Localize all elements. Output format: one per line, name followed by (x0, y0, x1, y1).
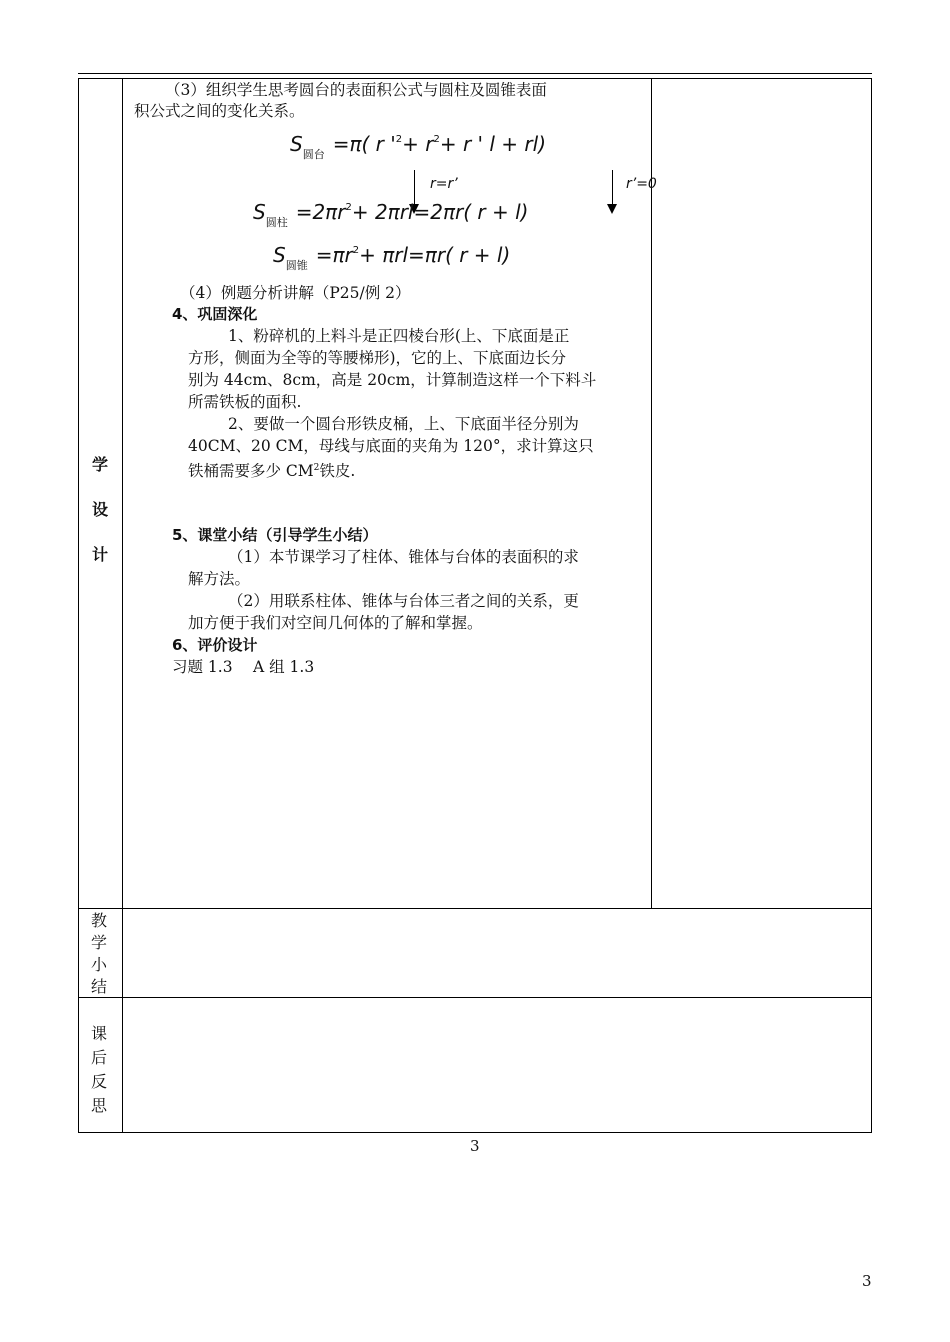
p3-line2: 积公式之间的变化关系。 (134, 102, 305, 120)
side-label-design-2: 设 (92, 500, 109, 519)
heading-5: 5、课堂小结（引导学生小结） (172, 526, 378, 544)
arrow-down-2 (612, 170, 613, 206)
side-label-reflection: 课后反思 (91, 1024, 108, 1115)
ex1-line3: 别为 44cm、8cm，高是 20cm，计算制造这样一个下料斗 (188, 371, 597, 389)
homework-line: 习题 1.3 A 组 1.3 (172, 658, 315, 676)
row-divider-1 (78, 908, 872, 909)
ex2-line2: 40CM、20 CM，母线与底面的夹角为 120°，求计算这只 (188, 437, 594, 455)
arrow-label-2: r’=0 (626, 176, 657, 192)
heading-6: 6、评价设计 (172, 636, 258, 654)
ex1-line4: 所需铁板的面积. (188, 393, 302, 411)
heading-4: 4、巩固深化 (172, 305, 258, 323)
table-top-border (78, 78, 872, 79)
table-left-border (78, 78, 79, 1133)
page-number-corner: 3 (862, 1272, 872, 1290)
formula-cylinder: $S_{圆柱} =2\pi r^2+ 2\pi rl=2\pi r$( r + l) (253, 200, 529, 229)
side-label-design-1: 学 (92, 455, 109, 474)
ex1-line2: 方形，侧面为全等的等腰梯形)，它的上、下底面边长分 (188, 349, 567, 367)
ex2-line3: 铁桶需要多少 $CM^2$铁皮. (188, 462, 356, 481)
summary2-line1: （2）用联系柱体、锥体与台体三者之间的关系，更 (228, 592, 579, 610)
ex1-line1: 1、粉碎机的上料斗是正四棱台形(上、下底面是正 (228, 327, 570, 345)
formula-frustum: $S_{圆台} =\pi$( r '$^2+ r^2+ r$ ' l + rl) (290, 132, 547, 161)
summary1-line2: 解方法。 (188, 570, 251, 588)
arrow-label-1: r=r’ (430, 176, 458, 192)
table-bottom-border (78, 1132, 872, 1133)
side-label-summary: 教学小结 (91, 911, 108, 996)
row-divider-2 (78, 997, 872, 998)
label-column-divider (122, 78, 123, 1133)
ex2-line1: 2、要做一个圆台形铁皮桶，上、下底面半径分别为 (228, 415, 579, 433)
side-label-design-3: 计 (92, 545, 109, 564)
p4-example: （4）例题分析讲解（P25/例 2） (180, 284, 411, 302)
table-right-border (871, 78, 872, 1133)
formula-cone: $S_{圆锥} =\pi r^2+ \pi rl=\pi r$( r + l) (273, 243, 511, 272)
page-number-center: 3 (470, 1137, 480, 1155)
summary1-line1: （1）本节课学习了柱体、锥体与台体的表面积的求 (228, 548, 579, 566)
notes-column-divider (651, 78, 652, 908)
p3-line1: （3）组织学生思考圆台的表面积公式与圆柱及圆锥表面 (165, 81, 547, 99)
summary2-line2: 加方便于我们对空间几何体的了解和掌握。 (188, 614, 483, 632)
top-rule (78, 73, 872, 74)
